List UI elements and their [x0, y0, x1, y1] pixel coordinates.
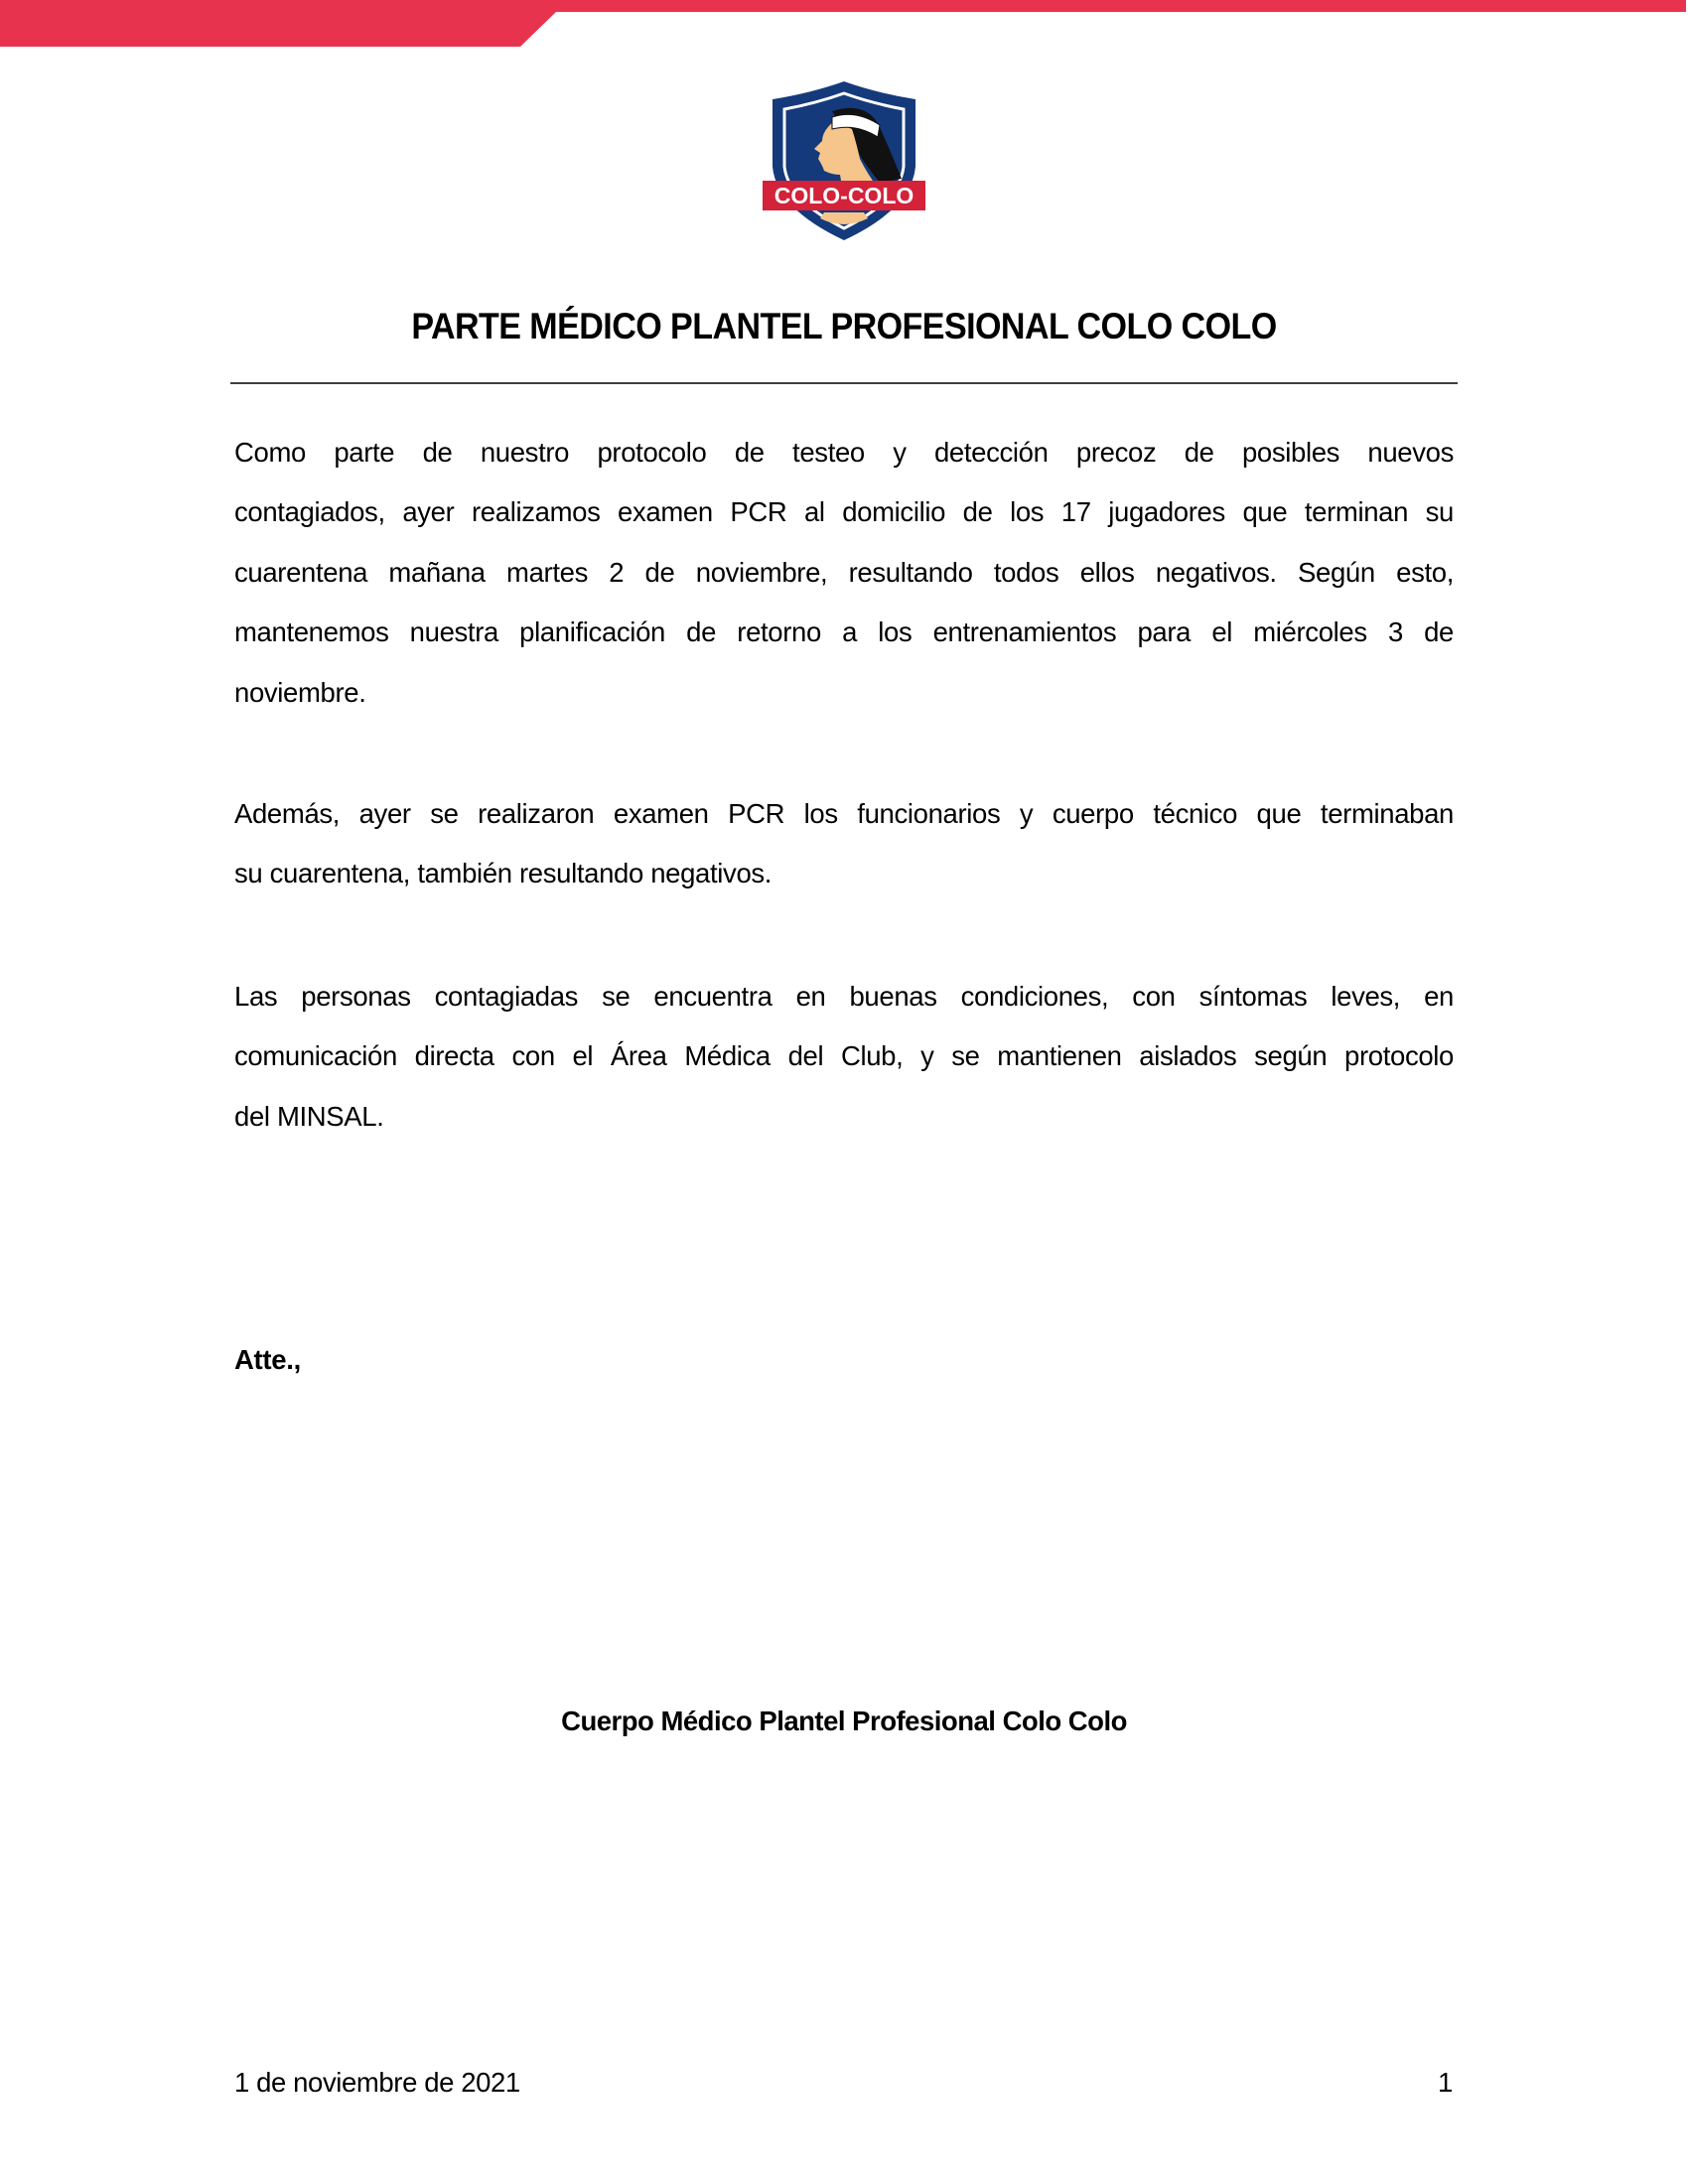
crest-label: COLO-COLO	[774, 183, 914, 208]
paragraph-line: Las personas contagiadas se encuentra en buenas condiciones, con síntomas leves, en	[234, 981, 1454, 1012]
paragraph-line: Además, ayer se realizaron examen PCR los funcionarios y cuerpo técnico que terminaban	[234, 798, 1454, 829]
paragraph-line: cuarentena mañana martes 2 de noviembre, resultando todos ellos negativos. Según esto,	[234, 556, 1454, 588]
paragraph-line: noviembre.	[234, 676, 366, 708]
paragraph-line: contagiados, ayer realizamos examen PCR al domicilio de los 17 jugadores que terminan su	[234, 496, 1454, 528]
title-divider	[230, 382, 1458, 384]
signature: Cuerpo Médico Plantel Profesional Colo Colo	[561, 1706, 1127, 1736]
closing-salutation: Atte.,	[234, 1344, 301, 1375]
paragraph-line: comunicación directa con el Área Médica del Club, y se mantienen aislados según protocolo	[234, 1040, 1454, 1072]
paragraph-line: Como parte de nuestro protocolo de testeo y detección precoz de posibles nuevos	[234, 437, 1454, 468]
paragraph-line: mantenemos nuestra planificación de retorno a los entrenamientos para el miércoles 3 de	[234, 616, 1454, 648]
document-title: PARTE MÉDICO PLANTEL PROFESIONAL COLO COLO	[411, 306, 1277, 346]
paragraph-1	[234, 423, 1454, 723]
paragraph-2	[234, 784, 1454, 904]
colo-colo-crest-logo	[761, 79, 927, 242]
paragraph-line: del MINSAL.	[234, 1100, 384, 1132]
paragraph-3	[234, 967, 1454, 1147]
header-band	[0, 0, 1688, 50]
page-number: 1	[1438, 2067, 1454, 2098]
footer-date: 1 de noviembre de 2021	[234, 2067, 520, 2098]
paragraph-line: su cuarentena, también resultando negativos.	[234, 858, 773, 889]
